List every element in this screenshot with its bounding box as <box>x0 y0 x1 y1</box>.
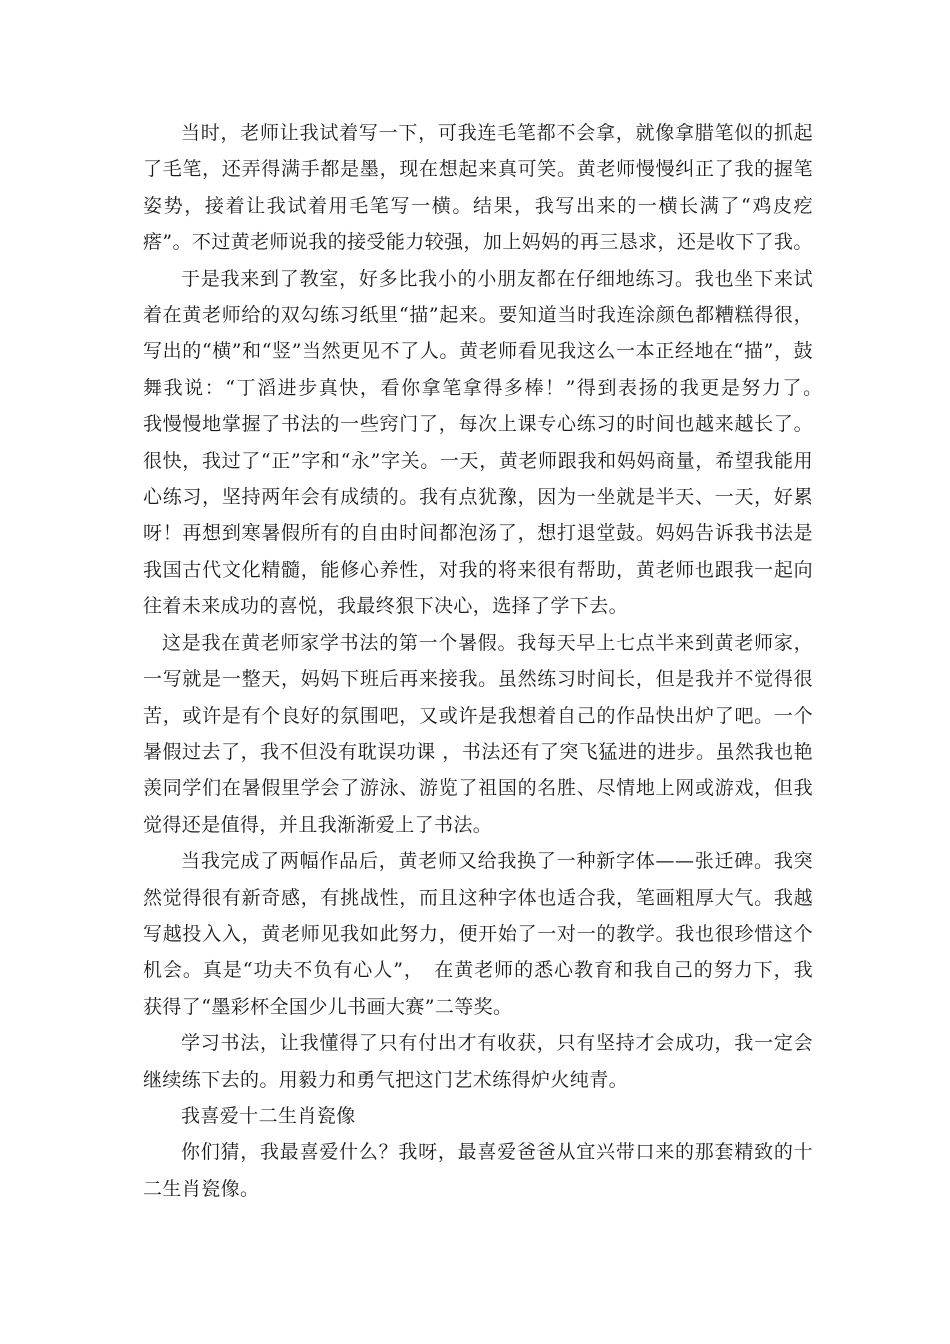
document-body <box>143 115 833 1207</box>
paragraph-new-script: 当我完成了两幅作品后，黄老师又给我换了一种新字体——张迁碑。我突然觉得很有新奇感，有挑战性，而且这种字体也适合我，笔画粗厚大气。我越写越投入入，黄老师见我如此努力，便开始了一对一的教学。我也很珍惜这个机会。真是“功夫不负有心人”， 在黄老师的悉心教育和我自己的努力下，我获得了“墨彩杯全国少儿书画大赛”二等奖。 <box>143 850 813 1018</box>
paragraph-classroom-practice: 于是我来到了教室，好多比我小的小朋友都在仔细地练习。我也坐下来试着在黄老师给的双勾练习纸里“描”起来。要知道当时我连涂颜色都糟糕得很，写出的“横”和“竖”当然更见不了人。黄老师看见我这么一本正经地在“描”，鼓舞我说：“丁滔进步真快，看你拿笔拿得多棒！”得到表扬的我更是努力了。 我慢慢地掌握了书法的一些窍门了，每次上课专心练习的时间也越来越长了。很快，我过了“正”字和“永”字关。一天，黄老师跟我和妈妈商量，希望我能用心练习，坚持两年会有成绩的。我有点犹豫，因为一坐就是半天、一天，好累呀！再想到寒暑假所有的自由时间都泡汤了，想打退堂鼓。妈妈告诉我书法是我国古代文化精髓，能修心养性，对我的将来很有帮助，黄老师也跟我一起向往着未来成功的喜悦，我最终狠下决心，选择了学下去。 <box>143 267 833 618</box>
paragraph-conclusion: 学习书法，让我懂得了只有付出才有收获，只有坚持才会成功，我一定会继续练下去的。用毅力和勇气把这门艺术练得炉火纯青。 <box>143 1032 813 1091</box>
essay-title: 我喜爱十二生肖瓷像 <box>181 1104 356 1127</box>
paragraph-summer-holiday: 这是我在黄老师家学书法的第一个暑假。我每天早上七点半来到黄老师家，一写就是一整天，妈妈下班后再来接我。虽然练习时间长，但是我并不觉得很苦，或许是有个良好的氛围吧，又或许是我想着自己的作品快出炉了吧。一个暑假过去了，我不但没有耽误功课 ，书法还有了突飞猛进的进步。虽然我也艳羡同学们在暑假里学会了游泳、游览了祖国的名胜、尽情地上网或游戏，但我觉得还是值得，并且我渐渐爱上了书法。 <box>143 631 813 836</box>
paragraph-learning-brush: 当时，老师让我试着写一下，可我连毛笔都不会拿，就像拿腊笔似的抓起了毛笔，还弄得满手都是墨，现在想起来真可笑。黄老师慢慢纠正了我的握笔姿势，接着让我试着用毛笔写一横。结果，我写出来的一横长满了“鸡皮疙瘩”。不过黄老师说我的接受能力较强，加上妈妈的再三恳求，还是收下了我。 <box>143 122 813 254</box>
paragraph-zodiac-intro: 你们猜，我最喜爱什么？我呀，最喜爱爸爸从宜兴带口来的那套精致的十二生肖瓷像。 <box>143 1141 813 1200</box>
